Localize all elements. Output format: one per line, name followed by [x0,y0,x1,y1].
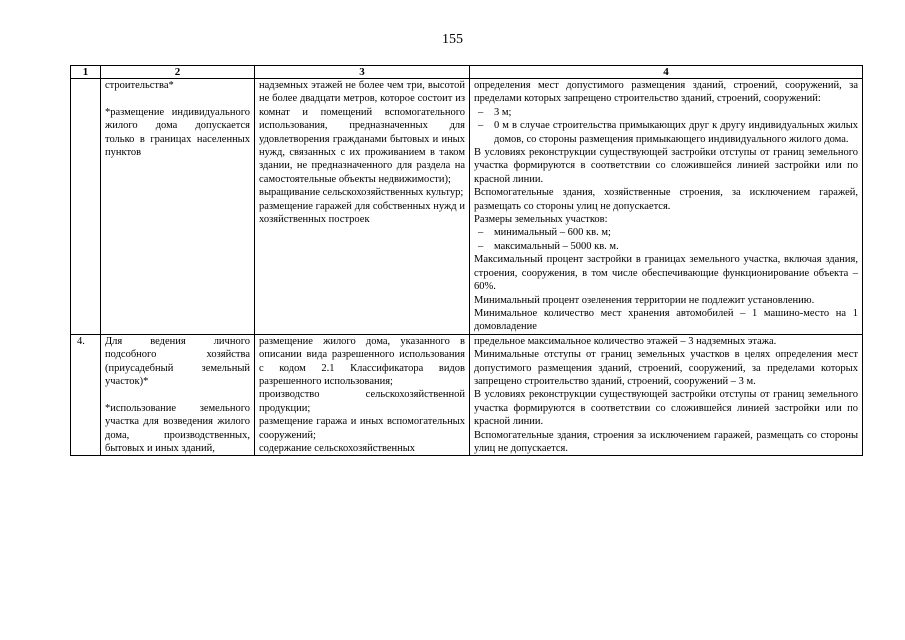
parameters-cell [470,334,863,456]
parameter-paragraph: Размеры земельных участков: [474,214,608,226]
parameter-paragraph: Максимальный процент застройки в границах земельного участка, включая здания, строения, сооружения, в том числе обеспечивающие функционирование объекта – 60%. [474,254,858,293]
page-number: 155 [442,32,463,47]
parameter-paragraph: предельное максимальное количество этажей – 3 надземных этажа. [474,335,777,347]
description-paragraph: размещение гаражей для собственных нужд и хозяйственных построек [259,200,465,226]
use-name: Для ведения личного подсобного хозяйства (приусадебный земельный участок)* [105,335,250,387]
table-row [71,334,863,456]
use-note: *размещение индивидуального жилого дома допускается только в границах населенных пунктов [105,106,250,159]
description-paragraph: выращивание сельскохозяйственных культур; [259,187,464,199]
column-header: 1 [71,66,101,79]
use-description-cell [255,334,470,456]
description-paragraph: надземных этажей не более чем три, высотой не более двадцати метров, которое состоит из комнат и помещений вспомогательного использования, предназначенных для удовлетворения гражданами бытовых и иных нужд, связанных с их проживанием в таком здании, не предназначенного для раздела на самостоятельные объекты недвижимости); [259,80,465,185]
description-paragraph: размещение жилого дома, указанного в описании вида разрешенного использования с кодом 2.1 Классификатора видов разрешенного использования; [259,335,465,387]
zoning-table [70,65,863,456]
description-paragraph: содержание сельскохозяйственных [259,442,416,454]
parameter-paragraph: В условиях реконструкции существующей застройки отступы от границ земельного участка формируются в соответствии со сложившейся линией застройки или по красной линии. [474,389,858,428]
permitted-use-cell [101,79,255,335]
use-name: строительства* [105,80,174,91]
table-row [71,79,863,335]
column-header: 2 [101,66,255,79]
parameter-paragraph: Вспомогательные здания, строения за исключением гаражей, размещать со стороны улиц не допускается. [474,429,858,454]
description-paragraph: производство сельскохозяйственной продукции; [259,389,465,414]
column-header: 3 [255,66,470,79]
parameter-paragraph: Вспомогательные здания, хозяйственные строения, за исключением гаражей, размещать со стороны улиц не допускается. [474,187,858,212]
parameter-paragraph: Минимальное количество мест хранения автомобилей – 1 машино-место на 1 домовладение [474,307,858,333]
list-item: – 3 м; [474,106,858,119]
parameter-paragraph: Минимальный процент озеленения территории не подлежит установлению. [474,294,815,306]
dash-list [474,106,858,146]
row-number: 4. [71,334,101,456]
row-number [71,79,101,335]
list-item: – 0 м в случае строительства примыкающих друг к другу индивидуальных жилых домов, со стороны размещения примыкающего индивидуального жилого дома. [474,119,858,146]
dash-list [474,226,858,253]
use-description-cell [255,79,470,335]
parameters-cell [470,79,863,335]
column-header: 4 [470,66,863,79]
use-note: *использование земельного участка для возведения жилого дома, производственных, бытовых и иных зданий, [105,402,250,454]
permitted-use-cell [101,334,255,456]
parameter-paragraph: В условиях реконструкции существующей застройки отступы от границ земельного участка формируются в соответствии со сложившейся линией застройки или по красной линии. [474,147,858,185]
list-item: – максимальный – 5000 кв. м. [474,240,858,253]
table-header-row [71,66,863,79]
parameter-paragraph: определения мест допустимого размещения зданий, строений, сооружений, за пределами которых запрещено строительство зданий, строений, сооружений: [474,80,858,105]
description-paragraph: размещение гаража и иных вспомогательных сооружений; [259,416,465,441]
list-item: – минимальный – 600 кв. м; [474,226,858,239]
parameter-paragraph: Минимальные отступы от границ земельных участков в целях определения мест допустимого размещения зданий, строений, сооружений, за пределами которых запрещено строительство зданий, строений, сооружений – 3 м. [474,349,858,387]
